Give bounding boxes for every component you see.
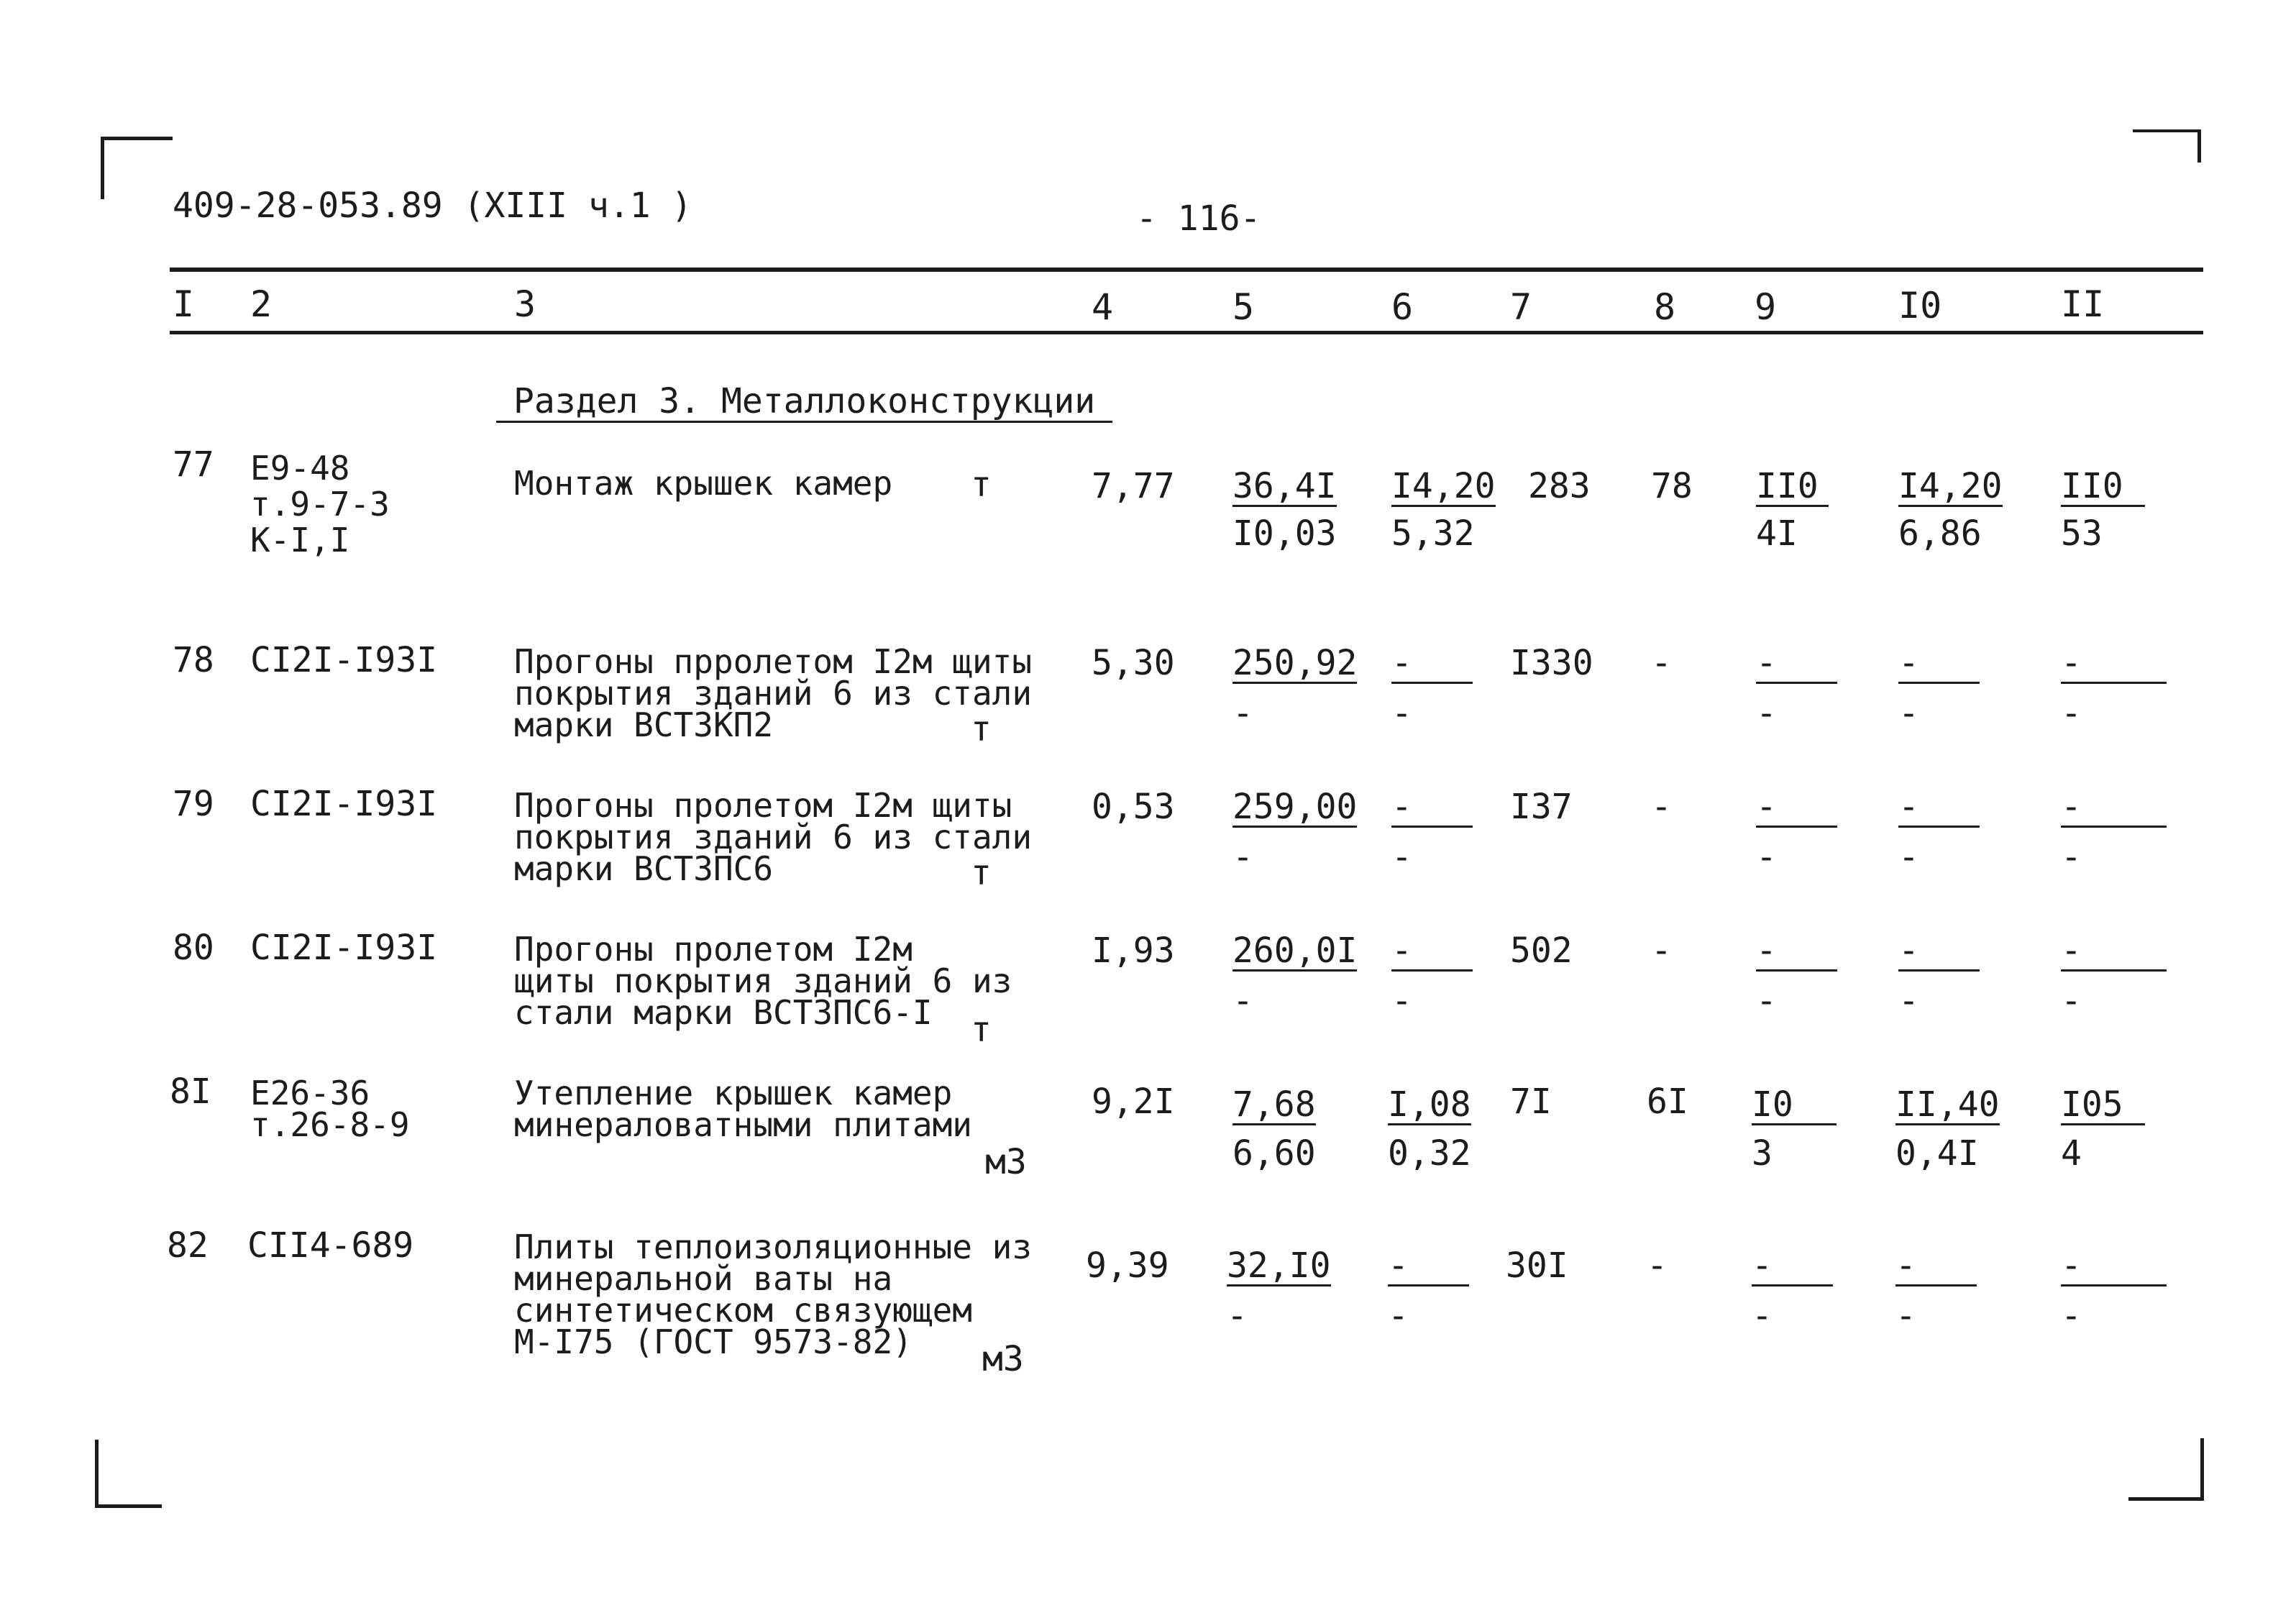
cell-c10-top-value: - — [1898, 933, 1980, 972]
row-description: Прогоны пролетом I2м щиты покрытия зданий 6 из стали марки ВСТ3ПС6 — [514, 786, 1033, 888]
cell-c10-bottom: - — [1898, 837, 1919, 877]
row-unit: т — [971, 853, 992, 893]
cell-c9-top — [1752, 1248, 1833, 1286]
cell-c5-top — [1232, 933, 1357, 972]
cell-c6-bottom: - — [1391, 837, 1412, 877]
cell-c7: I330 — [1510, 643, 1593, 683]
row-code: CI2I-I93I — [250, 928, 438, 968]
row-description: Монтаж крышек камер — [514, 464, 893, 503]
cell-c11-top-value: II0 — [2061, 469, 2145, 507]
cell-c5-bottom: 6,60 — [1232, 1133, 1316, 1174]
corner-mark-top-right — [2133, 129, 2201, 163]
column-header: I0 — [1898, 285, 1942, 326]
cell-c6-top — [1391, 787, 1473, 828]
row-description: Утепление крышек камер минераловатными плитами — [514, 1074, 972, 1144]
cell-c11-top — [2061, 1248, 2167, 1286]
cell-c7: 502 — [1510, 931, 1573, 971]
column-header: 7 — [1510, 286, 1532, 328]
corner-mark-bottom-right — [2128, 1438, 2204, 1501]
cell-c5-top-value: 32,I0 — [1227, 1246, 1331, 1286]
cell-c6-bottom: - — [1391, 693, 1412, 733]
cell-c6-top — [1388, 1248, 1469, 1286]
cell-c11-top — [2061, 466, 2145, 507]
cell-c4: 0,53 — [1092, 787, 1175, 827]
cell-c10-bottom: - — [1898, 693, 1919, 733]
cell-c5-top-value: 7,68 — [1232, 1084, 1316, 1125]
cell-c9-bottom: 4I — [1756, 513, 1798, 554]
cell-c6-top — [1391, 643, 1473, 684]
corner-mark-bottom-left — [95, 1440, 162, 1508]
cell-c5-top-value: 259,00 — [1232, 787, 1358, 827]
cell-c8: - — [1651, 931, 1672, 971]
section-title — [496, 381, 1112, 423]
cell-c7: I37 — [1510, 787, 1573, 827]
cell-c6-bottom: 0,32 — [1388, 1133, 1471, 1174]
cell-c6-bottom: - — [1391, 981, 1412, 1021]
row-number: 82 — [167, 1225, 209, 1266]
table-top-rule — [170, 268, 2203, 272]
cell-c6-top-value: - — [1391, 646, 1473, 684]
cell-c10-top-value: - — [1895, 1248, 1977, 1286]
cell-c11-bottom: 53 — [2061, 513, 2103, 554]
cell-c9-top — [1756, 466, 1829, 507]
cell-c10-top — [1898, 933, 1980, 972]
cell-c11-top — [2061, 933, 2167, 972]
cell-c7: 30I — [1506, 1246, 1568, 1286]
column-header: II — [2061, 283, 2105, 325]
row-code: CII4-689 — [247, 1225, 414, 1266]
cell-c10-top — [1898, 787, 1980, 828]
cell-c5-top-value: 250,92 — [1232, 643, 1358, 683]
cell-c11-top-value: I05 — [2061, 1087, 2145, 1125]
cell-c4: 9,39 — [1086, 1246, 1169, 1286]
cell-c8: - — [1651, 643, 1672, 683]
cell-c9-top-value: - — [1756, 933, 1837, 972]
row-code: CI2I-I93I — [250, 784, 438, 824]
column-header: 9 — [1755, 286, 1777, 328]
row-description: Плиты теплоизоляционные из минеральной ваты на синтетическом связующем М-I75 (ГОСТ 9573-82) — [514, 1228, 1033, 1361]
cell-c5-top — [1232, 643, 1358, 684]
cell-c6-top — [1388, 1084, 1471, 1125]
row-code: CI2I-I93I — [250, 640, 438, 680]
cell-c10-top — [1895, 1248, 1977, 1286]
cell-c9-top-value: I0 — [1752, 1087, 1837, 1125]
cell-c11-bottom: 4 — [2061, 1133, 2082, 1174]
cell-c4: 9,2I — [1092, 1082, 1175, 1122]
cell-c8: - — [1651, 787, 1672, 827]
cell-c6-top — [1391, 466, 1496, 507]
cell-c10-top — [1898, 466, 2003, 507]
cell-c8: 6I — [1647, 1082, 1688, 1122]
row-description: Прогоны прролетом I2м щиты покрытия зданий 6 из стали марки ВСТ3КП2 — [514, 642, 1033, 744]
page-number: - 116- — [1136, 198, 1261, 239]
cell-c5-top-value: 260,0I — [1232, 931, 1358, 971]
cell-c5-top — [1232, 1084, 1316, 1125]
cell-c10-bottom: - — [1898, 981, 1919, 1021]
cell-c11-top — [2061, 643, 2167, 684]
column-header: 6 — [1391, 286, 1414, 328]
cell-c8: - — [1647, 1246, 1668, 1286]
cell-c4: 7,77 — [1092, 466, 1175, 506]
row-unit: т — [971, 1010, 992, 1050]
cell-c10-bottom: - — [1895, 1296, 1916, 1336]
cell-c9-bottom: 3 — [1752, 1133, 1773, 1174]
cell-c9-bottom: - — [1756, 693, 1777, 733]
row-unit: м3 — [985, 1142, 1027, 1182]
row-unit: т — [971, 709, 992, 749]
column-header: 3 — [514, 283, 536, 325]
cell-c11-bottom: - — [2061, 981, 2082, 1021]
column-header: 8 — [1654, 286, 1676, 328]
cell-c5-bottom: I0,03 — [1232, 513, 1337, 554]
cell-c6-top-value: - — [1391, 790, 1473, 828]
cell-c5-bottom: - — [1227, 1296, 1248, 1336]
cell-c9-top — [1752, 1084, 1837, 1125]
cell-c6-top-value: I,08 — [1388, 1084, 1471, 1125]
document-code: 409-28-053.89 (XIII ч.1 ) — [173, 186, 692, 226]
cell-c6-top-value: - — [1391, 933, 1473, 972]
cell-c5-bottom: - — [1232, 837, 1253, 877]
cell-c11-top — [2061, 787, 2167, 828]
row-number: 80 — [173, 928, 214, 968]
cell-c8: 78 — [1651, 466, 1693, 506]
cell-c9-top-value: - — [1752, 1248, 1833, 1286]
cell-c11-bottom: - — [2061, 693, 2082, 733]
section-title-text: Раздел 3. Металлоконструкции — [496, 384, 1112, 423]
cell-c5-top — [1232, 787, 1358, 828]
cell-c9-top — [1756, 787, 1837, 828]
cell-c11-top-value: - — [2061, 1248, 2167, 1286]
cell-c5-top — [1227, 1248, 1331, 1286]
cell-c11-top-value: - — [2061, 646, 2167, 684]
cell-c9-top — [1756, 933, 1837, 972]
cell-c10-top-value: - — [1898, 790, 1980, 828]
cell-c9-top-value: II0 — [1756, 469, 1829, 507]
cell-c5-top-value: 36,4I — [1232, 466, 1337, 506]
corner-mark-top-left — [101, 137, 173, 199]
cell-c9-top — [1756, 643, 1837, 684]
row-unit: м3 — [982, 1339, 1024, 1379]
cell-c4: 5,30 — [1092, 643, 1175, 683]
row-number: 8I — [170, 1071, 211, 1112]
column-header: 4 — [1092, 286, 1114, 328]
row-code: E9-48 т.9-7-3 К-I,I — [250, 449, 390, 559]
cell-c10-bottom: 6,86 — [1898, 513, 1982, 554]
cell-c10-top — [1898, 643, 1980, 684]
cell-c4: I,93 — [1092, 931, 1175, 971]
cell-c6-top — [1391, 933, 1473, 972]
row-code: E26-36 т.26-8-9 — [250, 1074, 410, 1144]
column-header: I — [173, 283, 195, 325]
cell-c5-bottom: - — [1232, 693, 1253, 733]
cell-c6-top-value: I4,20 — [1391, 466, 1496, 506]
cell-c10-bottom: 0,4I — [1895, 1133, 1979, 1174]
cell-c6-bottom: 5,32 — [1391, 513, 1475, 554]
cell-c5-bottom: - — [1232, 981, 1253, 1021]
cell-c5-top — [1232, 466, 1337, 507]
column-header: 2 — [250, 283, 273, 325]
cell-c9-top-value: - — [1756, 646, 1837, 684]
cell-c11-top-value: - — [2061, 790, 2167, 828]
cell-c9-bottom: - — [1756, 837, 1777, 877]
cell-c11-top-value: - — [2061, 933, 2167, 972]
cell-c7: 283 — [1528, 466, 1591, 506]
cell-c10-top-value: II,40 — [1895, 1084, 2000, 1125]
table-header-bottom-rule — [170, 331, 2203, 334]
row-number: 77 — [173, 444, 214, 485]
row-description: Прогоны пролетом I2м щиты покрытия зданий 6 из стали марки ВСТ3ПС6-I — [514, 930, 1012, 1032]
row-number: 78 — [173, 640, 214, 680]
cell-c10-top-value: I4,20 — [1898, 466, 2003, 506]
cell-c10-top — [1895, 1084, 2000, 1125]
cell-c11-top — [2061, 1084, 2145, 1125]
cell-c7: 7I — [1510, 1082, 1552, 1122]
cell-c9-bottom: - — [1756, 981, 1777, 1021]
cell-c10-top-value: - — [1898, 646, 1980, 684]
column-header: 5 — [1232, 286, 1255, 328]
row-number: 79 — [173, 784, 214, 824]
cell-c6-bottom: - — [1388, 1296, 1409, 1336]
row-unit: т — [971, 465, 992, 505]
cell-c9-top-value: - — [1756, 790, 1837, 828]
cell-c6-top-value: - — [1388, 1248, 1469, 1286]
cell-c11-bottom: - — [2061, 837, 2082, 877]
cell-c9-bottom: - — [1752, 1296, 1773, 1336]
cell-c11-bottom: - — [2061, 1296, 2082, 1336]
